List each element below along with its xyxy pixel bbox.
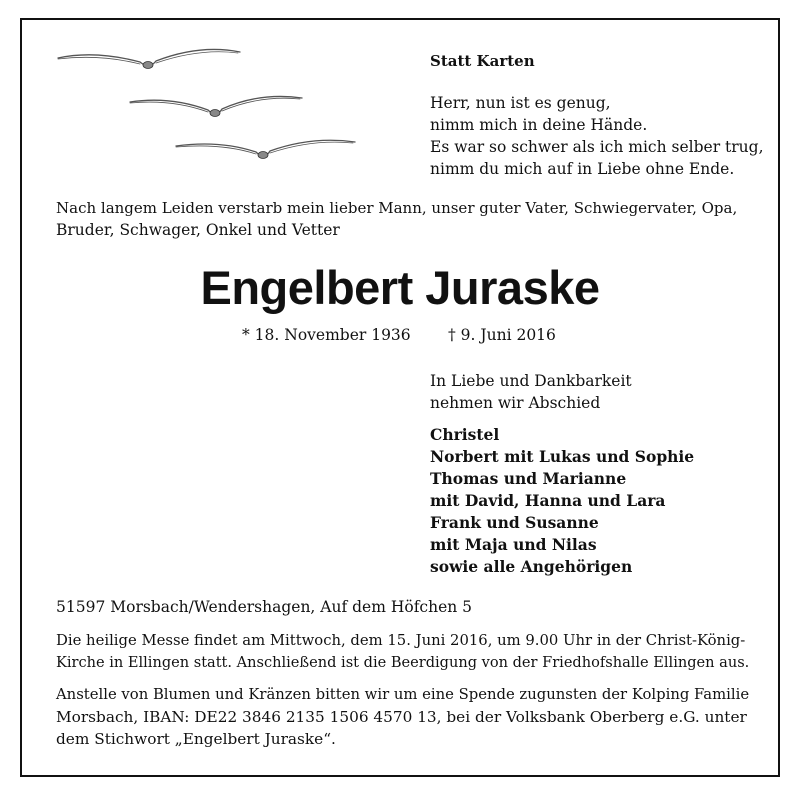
intro-line: Bruder, Schwager, Onkel und Vetter [56,221,340,239]
donation-line: dem Stichwort „Engelbert Juraske“. [56,730,336,748]
poem-line: nimm mich in deine Hände. [430,116,648,134]
bird-3-body [258,152,268,159]
donation-info [56,684,756,750]
donation-line: Anstelle von Blumen und Kränzen bitten wir um eine Spende zugunsten der Kolping Familie [56,686,750,703]
poem-line: nimm du mich auf in Liebe ohne Ende. [430,160,735,178]
funeral-service-info [56,630,756,674]
family-member: mit David, Hanna und Lara [430,491,666,510]
poem-line: Es war so schwer als ich mich selber trug, [430,138,764,156]
statt-karten-label: Statt Karten [430,52,535,70]
poem-line: Herr, nun ist es genug, [430,94,611,112]
family-member: Norbert mit Lukas und Sophie [430,447,695,466]
address: 51597 Morsbach/Wendershagen, Auf dem Höfchen 5 [56,598,473,616]
death-announcement [56,197,746,241]
family-list [430,424,694,578]
deceased-name: Engelbert Juraske [200,261,600,314]
family-member: Thomas und Marianne [430,469,627,488]
intro-line: Nach langem Leiden verstarb mein lieber Mann, unser guter Vater, Schwiegervater, Opa, [56,199,738,217]
family-member: Frank und Susanne [430,513,599,532]
birth-date: * 18. November 1936 [242,326,411,344]
service-line: Die heilige Messe findet am Mittwoch, dem 15. Juni 2016, um 9.00 Uhr in der Christ-König- [56,632,746,649]
bird-2-body [210,110,220,117]
bird-1-body [143,62,153,69]
birds-illustration-icon [50,40,380,170]
farewell-line: nehmen wir Abschied [430,394,601,412]
family-member: mit Maja und Nilas [430,535,597,554]
farewell-line: In Liebe und Dankbarkeit [430,372,632,390]
family-member: sowie alle Angehörigen [430,557,633,576]
farewell-text [430,370,632,414]
service-line: Kirche in Ellingen statt. Anschließend ist die Beerdigung von der Friedhofshalle Ellingen aus. [56,654,750,671]
death-date: † 9. Juni 2016 [448,326,556,344]
poem [430,92,764,180]
family-member: Christel [430,425,500,444]
donation-line: Morsbach, IBAN: DE22 3846 2135 1506 4570 13, bei der Volksbank Oberberg e.G. unter [56,708,747,726]
